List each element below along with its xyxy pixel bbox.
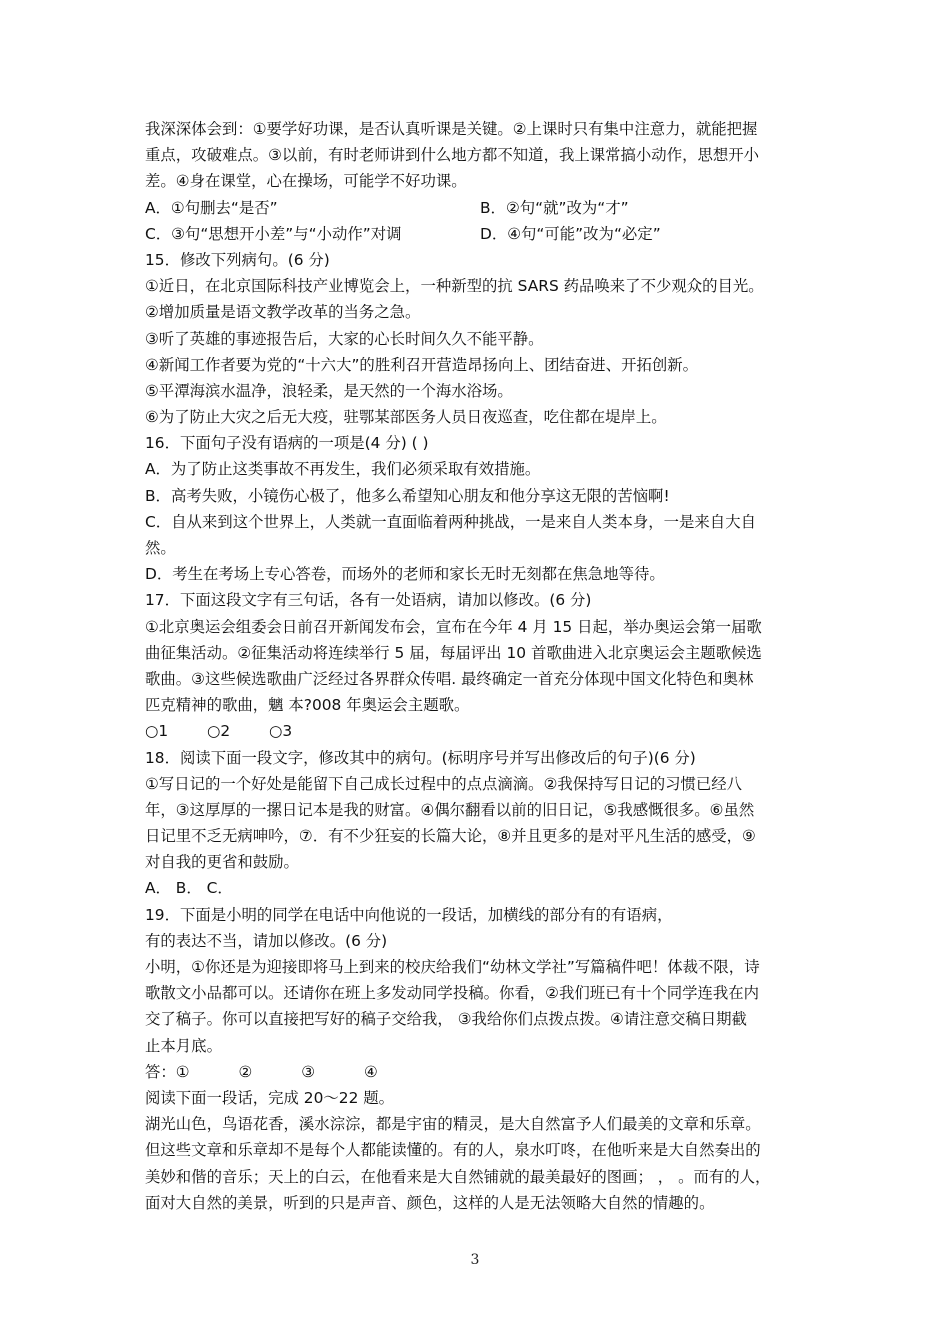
page-number: 3: [470, 1252, 480, 1268]
q17-blank-2: ○2: [207, 722, 231, 741]
q14-options-row-1: [145, 195, 815, 221]
q14-option-d: D．④句“可能”改为“必定”: [480, 224, 661, 243]
q15-item-5: ⑤平潭海滨水温净，浪轻柔，是天然的一个海水浴场。: [145, 381, 513, 400]
q16-option-c: C．自从来到这个世界上，人类就一直面临着两种挑战，一是来自人类本身，一是来自大自: [145, 512, 756, 531]
q14-passage-line-3: 差。④身在课堂，心在操场，可能学不好功课。: [145, 172, 467, 191]
q19-passage-line-1: 小明，①你还是为迎接即将马上到来的校庆给我们“幼林文学社”写篇稿件吧！体裁不限，诗: [145, 958, 760, 976]
q15-item-4: ④新闻工作者要为党的“十六大”的胜利召开营造昂扬向上、团结奋进、开拓创新。: [145, 355, 699, 374]
passage-line-3: 美妙和偕的音乐；天上的白云，在他看来是大自然铺就的最美最好的图画； ， 。而有的人，: [145, 1167, 771, 1186]
q17-heading: 17．下面这段文字有三句话，各有一处语病，请加以修改。(6 分): [145, 591, 592, 610]
q18-passage-line-3: 日记里不乏无病呻吟，⑦．有不少狂妄的长篇大论，⑧并且更多的是对平凡生活的感受，⑨: [145, 827, 756, 846]
q19-answer-line: 答：① ② ③ ④: [145, 1062, 378, 1081]
q19-heading: 19．下面是小明的同学在电话中向他说的一段话，加横线的部分有的有语病，: [145, 905, 673, 924]
q19-passage-line-2: 歌散文小品都可以。还请你在班上多发动同学投稿。你看，②我们班已有十个同学连我在内: [145, 984, 760, 1003]
q15-item-1: ①近日，在北京国际科技产业博览会上，一种新型的抗 SARS 药品唤来了不少观众的目光。: [145, 277, 764, 296]
q17-blank-1: ○1: [145, 722, 169, 741]
q18-answer-labels: A． B． C．: [145, 879, 233, 898]
q16-option-d: D．考生在考场上专心答卷，而场外的老师和家长无时无刻都在焦急地等待。: [145, 565, 665, 584]
q15-item-6: ⑥为了防止大灾之后无大疫，驻鄂某部医务人员日夜巡查，吃住都在堤岸上。: [145, 408, 667, 427]
q17-blank-3: ○3: [269, 722, 293, 741]
q17-answer-blanks: [145, 718, 815, 744]
q14-option-c: C．③句“思想开小差”与“小动作”对调: [145, 224, 402, 243]
q16-option-c-cont: 然。: [145, 539, 176, 557]
q14-option-a: A．①句删去“是否”: [145, 198, 278, 217]
q18-passage-line-4: 对自我的更省和鼓励。: [145, 853, 299, 872]
q15-item-2: ②增加质量是语文教学改革的当务之急。: [145, 303, 421, 322]
q17-passage-line-1: ①北京奥运会组委会日前召开新闻发布会，宣布在今年 4 月 15 日起，举办奥运会第一届歌: [145, 617, 762, 636]
q16-option-a: A．为了防止这类事故不再发生，我们必须采取有效措施。: [145, 460, 541, 479]
q14-passage-line-1: 我深深体会到：①要学好功课，是否认真听课是关键。②上课时只有集中注意力，就能把握: [145, 120, 758, 138]
q16-option-b: B．高考失败，小镜伤心极了，他多么希望知心朋友和他分享这无限的苦恼啊!: [145, 486, 670, 505]
q18-passage-line-2: 年，③这厚厚的一摞日记本是我的财富。④偶尔翻看以前的旧日记，⑤我感慨很多。⑥虽然: [145, 800, 755, 819]
passage-instruction: 阅读下面一段话，完成 20～22 题。: [145, 1088, 395, 1107]
q17-passage-line-4: 匹克精神的歌曲，魑 本?008 年奥运会主题歌。: [145, 696, 470, 715]
q19-passage-line-4: 止本月底。: [145, 1036, 222, 1055]
q19-heading-cont: 有的表达不当，请加以修改。(6 分): [145, 931, 388, 950]
q19-passage-line-3: 交了稿子。你可以直接把写好的稿子交给我， ③我给你们点拨点拨。④请注意交稿日期截: [145, 1010, 747, 1029]
q16-heading: 16．下面句子没有语病的一项是(4 分) ( ): [145, 434, 429, 453]
q18-heading: 18．阅读下面一段文字，修改其中的病句。(标明序号并写出修改后的句子)(6 分): [145, 748, 696, 767]
q15-heading: 15．修改下列病句。(6 分): [145, 250, 330, 269]
q17-passage-line-2: 曲征集活动。②征集活动将连续举行 5 届，每届评出 10 首歌曲进入北京奥运会主题歌候选: [145, 643, 762, 662]
q17-passage-line-3: 歌曲。③这些候选歌曲广泛经过各界群众传唱. 最终确定一首充分体现中国文化特色和奥林: [145, 669, 754, 688]
page-body: [145, 116, 815, 1216]
passage-line-1: 湖光山色，鸟语花香，溪水淙淙，都是宇宙的精灵，是大自然富予人们最美的文章和乐章。: [145, 1115, 761, 1134]
q14-options-row-2: [145, 221, 815, 247]
q15-item-3: ③听了英雄的事迹报告后，大家的心长时间久久不能平静。: [145, 329, 544, 348]
passage-line-4: 面对大自然的美景，听到的只是声音、颜色，这样的人是无法领略大自然的情趣的。: [145, 1193, 715, 1212]
q14-passage-line-2: 重点，攻破难点。③以前，有时老师讲到什么地方都不知道，我上课常搞小动作，思想开小: [145, 146, 760, 165]
passage-line-2: 但这些文章和乐章却不是每个人都能读懂的。有的人，泉水叮咚，在他听来是大自然奏出的: [145, 1141, 761, 1160]
q14-option-b: B．②句“就”改为“才”: [480, 198, 629, 217]
q18-passage-line-1: ①写日记的一个好处是能留下自己成长过程中的点点滴滴。②我保持写日记的习惯已经八: [145, 774, 743, 793]
